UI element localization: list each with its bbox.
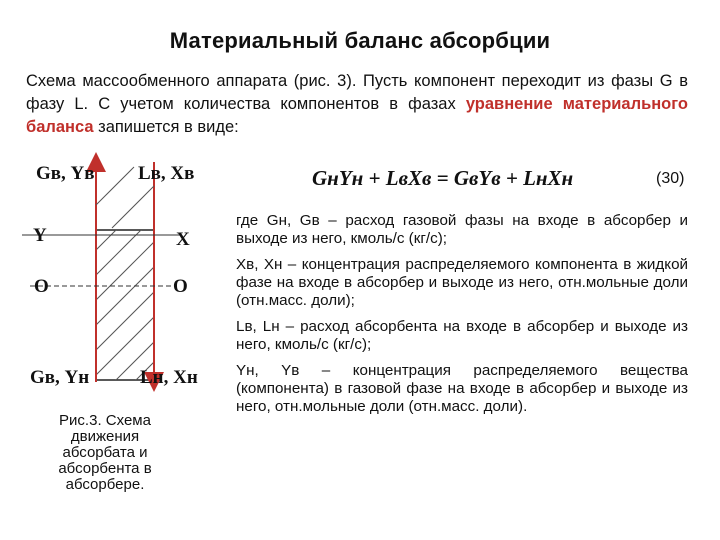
label-o-left: O <box>34 276 49 297</box>
label-top-left: Gв, Yв <box>36 163 95 184</box>
equation-number: (30) <box>656 170 685 187</box>
intro-text-end: запишется в виде: <box>93 118 239 136</box>
figure-caption: Рис.3. Схема движения абсорбата и абсорбента в абсорбере. <box>58 412 152 493</box>
definition-gas-flow: где Gн, Gв – расход газовой фазы на входе в абсорбер и выходе из него, кмоль/с (кг/с); <box>236 212 688 247</box>
page-title: Материальный баланс абсорбции <box>169 28 551 53</box>
label-bottom-right: Lн, Xн <box>140 367 198 388</box>
absorber-column <box>96 230 154 380</box>
label-x: X <box>176 229 190 250</box>
intro-text-start: Схема массообменного аппарата (рис. 3). Пусть компонент переходит из фазы G в фазу L. С учетом количества компонентов в фазах <box>26 72 688 113</box>
intro-highlight: уравнение материального баланса <box>26 95 688 136</box>
definition-absorbent-flow: Lв, Lн – расход абсорбента на входе в абсорбер и выходе из него, кмоль/с (кг/с); <box>236 318 688 353</box>
label-o-right: O <box>173 276 188 297</box>
material-balance-equation: GнYн + LвXв = GвYв + LнXн <box>312 166 574 190</box>
label-top-right: Lв, Xв <box>138 163 195 184</box>
intro-paragraph <box>26 70 688 139</box>
definition-gas-concentration: Yн, Yв – концентрация распределяемого вещества (компонента) в газовой фазе на входе в абсорбер и выходе из него, отн.мольные доли (отн.масс. доли). <box>236 362 688 415</box>
label-y: Y <box>33 225 47 246</box>
definitions-list <box>236 212 688 424</box>
label-bottom-left: Gв, Yн <box>30 367 90 388</box>
definition-liquid-concentration: Xв, Xн – концентрация распределяемого компонента в жидкой фазе на входе в абсорбер и выходе из него, отн.мольные доли (отн.масс. доли); <box>236 256 688 309</box>
